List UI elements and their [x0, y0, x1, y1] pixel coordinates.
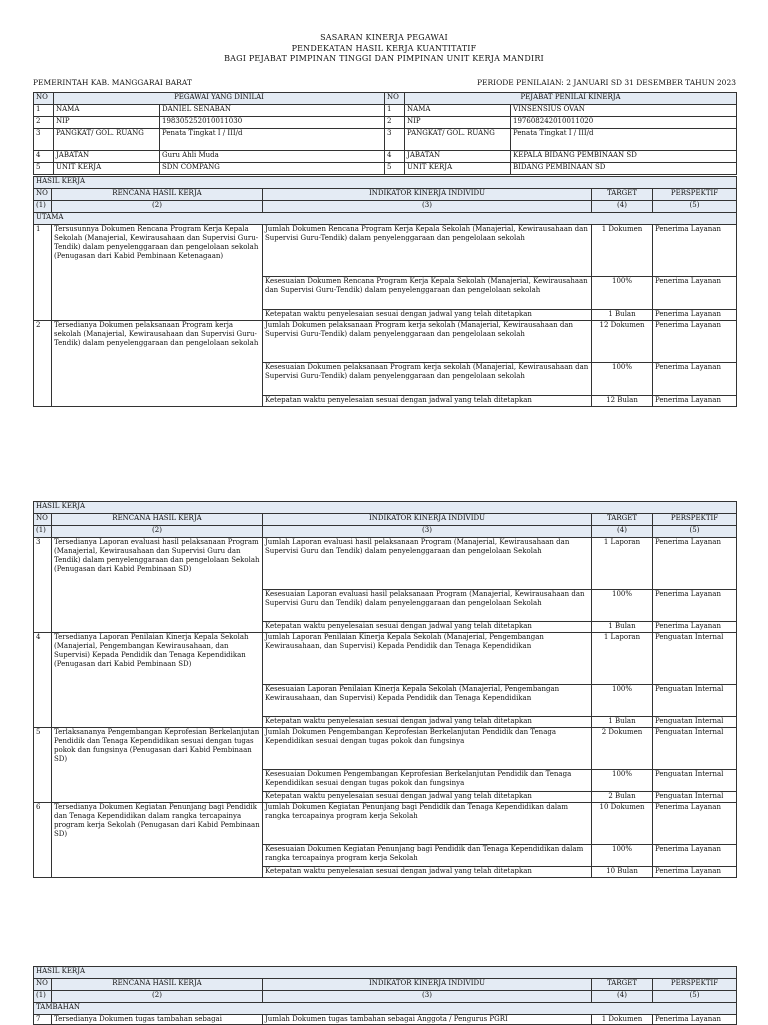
row-value: 198305252010011030: [160, 117, 385, 129]
item-rhk: Tersedianya Dokumen pelaksanaan Program kerja sekolah (Manajerial, Kewirausahaan dan Supervisi Guru-Tendik) dalam penyelenggaraan dan pengelolaan sekolah: [52, 321, 263, 407]
indicator-target: 10 Dokumen: [592, 803, 653, 845]
indicator-target: 100%: [592, 770, 653, 792]
col-num: (4): [592, 201, 653, 213]
item-rhk: Tersedianya Laporan evaluasi hasil pelaksanaan Program (Manajerial, Kewirausahaan dan Supervisi Guru dan Tendik) dalam penyelenggaraan dan pengelolaan Sekolah (Penugasan dari Kabid Pembinaan SD): [52, 538, 263, 633]
col-perspektif: PERSPEKTIF: [653, 979, 737, 991]
col-no: NO: [34, 189, 52, 201]
indicator-perspektif: Penerima Layanan: [653, 225, 737, 277]
hasil-kerja-table-2: [33, 501, 737, 878]
col-no: NO: [34, 514, 52, 526]
periode-label: PERIODE PENILAIAN: 2 JANUARI SD 31 DESEMBER TAHUN 2023: [477, 78, 736, 87]
row-label: UNIT KERJA: [405, 163, 511, 175]
col-num: (4): [592, 991, 653, 1003]
penilai-header: PEJABAT PENILAI KINERJA: [405, 93, 737, 105]
col-num: (1): [34, 526, 52, 538]
pegawai-dinilai-header: PEGAWAI YANG DINILAI: [54, 93, 385, 105]
indicator-target: 2 Bulan: [592, 792, 653, 803]
indicator-perspektif: Penerima Layanan: [653, 590, 737, 622]
pegawai-table: [33, 92, 737, 175]
indicator-perspektif: Penerima Layanan: [653, 538, 737, 590]
hasil-kerja-table-3: [33, 966, 737, 1025]
hasil-kerja-table-1: [33, 176, 737, 407]
table-row: [34, 633, 737, 685]
no-header: NO: [34, 93, 54, 105]
hasil-kerja-label: HASIL KERJA: [34, 967, 737, 979]
row-label: JABATAN: [405, 151, 511, 163]
indicator-perspektif: Penerima Layanan: [653, 396, 737, 407]
indicator-target: 100%: [592, 363, 653, 396]
col-num: (2): [52, 991, 263, 1003]
indicator-target: 100%: [592, 685, 653, 717]
row-value: BIDANG PEMBINAAN SD: [511, 163, 737, 175]
row-value: Guru Ahli Muda: [160, 151, 385, 163]
indicator-perspektif: Penerima Layanan: [653, 845, 737, 867]
col-perspektif: PERSPEKTIF: [653, 514, 737, 526]
col-num: (3): [263, 526, 592, 538]
col-num: (5): [653, 991, 737, 1003]
col-num: (2): [52, 201, 263, 213]
item-no: 3: [34, 538, 52, 633]
indicator-perspektif: Penerima Layanan: [653, 310, 737, 321]
indicator-target: 1 Bulan: [592, 622, 653, 633]
indicator-target: 1 Bulan: [592, 310, 653, 321]
row-label: JABATAN: [54, 151, 160, 163]
indicator-text: Ketepatan waktu penyelesaian sesuai dengan jadwal yang telah ditetapkan: [263, 310, 592, 321]
indicator-target: 1 Laporan: [592, 633, 653, 685]
indicator-target: 12 Bulan: [592, 396, 653, 407]
indicator-text: Ketepatan waktu penyelesaian sesuai dengan jadwal yang telah ditetapkan: [263, 396, 592, 407]
indicator-text: Kesesuaian Laporan evaluasi hasil pelaksanaan Program (Manajerial, Kewirausahaan dan Supervisi Guru dan Tendik) dalam penyelenggaraan dan pengelolaan Sekolah: [263, 590, 592, 622]
col-iki: INDIKATOR KINERJA INDIVIDU: [263, 979, 592, 991]
indicator-text: Ketepatan waktu penyelesaian sesuai dengan jadwal yang telah ditetapkan: [263, 622, 592, 633]
indicator-text: Jumlah Laporan evaluasi hasil pelaksanaan Program (Manajerial, Kewirausahaan dan Supervisi Guru dan Tendik) dalam penyelenggaraan dan pengelolaan Sekolah: [263, 538, 592, 590]
no-header: NO: [385, 93, 405, 105]
row-label: NAMA: [54, 105, 160, 117]
tambahan-label: TAMBAHAN: [34, 1003, 737, 1015]
row-no: 3: [385, 129, 405, 151]
col-perspektif: PERSPEKTIF: [653, 189, 737, 201]
col-target: TARGET: [592, 979, 653, 991]
pemerintah-label: PEMERINTAH KAB. MANGGARAI BARAT: [33, 78, 192, 87]
indicator-perspektif: Penguatan Internal: [653, 728, 737, 770]
indicator-text: Jumlah Dokumen pelaksanaan Program kerja sekolah (Manajerial, Kewirausahaan dan Supervisi Guru-Tendik) dalam penyelenggaraan dan pengelolaan sekolah: [263, 321, 592, 363]
indicator-text: Kesesuaian Dokumen Pengembangan Keprofesian Berkelanjutan Pendidik dan Tenaga Kependidikan sesuai dengan tugas pokok dan fungsinya: [263, 770, 592, 792]
col-num: (5): [653, 201, 737, 213]
indicator-target: 1 Dokumen: [592, 1015, 653, 1025]
row-label: UNIT KERJA: [54, 163, 160, 175]
row-no: 1: [385, 105, 405, 117]
indicator-perspektif: Penerima Layanan: [653, 277, 737, 310]
col-num: (1): [34, 201, 52, 213]
indicator-target: 2 Dokumen: [592, 728, 653, 770]
item-rhk: Tersusunnya Dokumen Rencana Program Kerja Kepala Sekolah (Manajerial, Kewirausahaan dan Supervisi Guru-Tendik) dalam penyelenggaraan dan pengelolaan sekolah (Penugasan dari Kabid Pembinaan Ketenagaan): [52, 225, 263, 321]
col-no: NO: [34, 979, 52, 991]
item-no: 2: [34, 321, 52, 407]
item-no: 7: [34, 1015, 52, 1025]
table-row: [34, 321, 737, 363]
indicator-perspektif: Penguatan Internal: [653, 633, 737, 685]
indicator-perspektif: Penerima Layanan: [653, 622, 737, 633]
indicator-target: 100%: [592, 845, 653, 867]
item-rhk: Terlaksananya Pengembangan Keprofesian Berkelanjutan Pendidik dan Tenaga Kependidikan sesuai dengan tugas pokok dan fungsinya (Penugasan dari Kabid Pembinaan SD): [52, 728, 263, 803]
hasil-kerja-label: HASIL KERJA: [34, 502, 737, 514]
indicator-target: 12 Dokumen: [592, 321, 653, 363]
table-row: [34, 538, 737, 590]
row-no: 4: [34, 151, 54, 163]
utama-label: UTAMA: [34, 213, 737, 225]
indicator-perspektif: Penerima Layanan: [653, 867, 737, 878]
indicator-text: Kesesuaian Dokumen pelaksanaan Program kerja sekolah (Manajerial, Kewirausahaan dan Supervisi Guru-Tendik) dalam penyelenggaraan dan pengelolaan sekolah: [263, 363, 592, 396]
col-rhk: RENCANA HASIL KERJA: [52, 979, 263, 991]
row-value: DANIEL SENABAN: [160, 105, 385, 117]
indicator-text: Ketepatan waktu penyelesaian sesuai dengan jadwal yang telah ditetapkan: [263, 792, 592, 803]
indicator-text: Kesesuaian Laporan Penilaian Kinerja Kepala Sekolah (Manajerial, Pengembangan Kewirausahaan, dan Supervisi) Kepada Pendidik dan Tenaga Kependidikan: [263, 685, 592, 717]
doc-title-line3: BAGI PEJABAT PIMPINAN TINGGI DAN PIMPINAN UNIT KERJA MANDIRI: [224, 54, 544, 63]
document-header: [0, 33, 768, 65]
table-row: [34, 803, 737, 845]
item-rhk: Tersedianya Dokumen tugas tambahan sebagai: [52, 1015, 263, 1025]
item-rhk: Tersedianya Laporan Penilaian Kinerja Kepala Sekolah (Manajerial, Pengembangan Kewirausahaan, dan Supervisi) Kepada Pendidik dan Tenaga Kependidikan (Penugasan dari Kabid Pembinaan SD): [52, 633, 263, 728]
indicator-target: 10 Bulan: [592, 867, 653, 878]
row-value: VINSENSIUS OVAN: [511, 105, 737, 117]
row-no: 4: [385, 151, 405, 163]
indicator-perspektif: Penerima Layanan: [653, 321, 737, 363]
row-label: PANGKAT/ GOL. RUANG: [405, 129, 511, 151]
indicator-perspektif: Penguatan Internal: [653, 770, 737, 792]
indicator-perspektif: Penguatan Internal: [653, 717, 737, 728]
row-no: 1: [34, 105, 54, 117]
indicator-perspektif: Penerima Layanan: [653, 1015, 737, 1025]
indicator-target: 1 Laporan: [592, 538, 653, 590]
col-num: (5): [653, 526, 737, 538]
row-value: Penata Tingkat I / III/d: [511, 129, 737, 151]
indicator-perspektif: Penguatan Internal: [653, 792, 737, 803]
row-no: 3: [34, 129, 54, 151]
indicator-text: Jumlah Dokumen Kegiatan Penunjang bagi Pendidik dan Tenaga Kependidikan dalam rangka tercapainya program kerja Sekolah: [263, 803, 592, 845]
item-rhk: Tersedianya Dokumen Kegiatan Penunjang bagi Pendidik dan Tenaga Kependidikan dalam rangka tercapainya program kerja Sekolah (Penugasan dari Kabid Pembinaan SD): [52, 803, 263, 878]
indicator-text: Ketepatan waktu penyelesaian sesuai dengan jadwal yang telah ditetapkan: [263, 717, 592, 728]
col-rhk: RENCANA HASIL KERJA: [52, 514, 263, 526]
item-no: 5: [34, 728, 52, 803]
indicator-text: Ketepatan waktu penyelesaian sesuai dengan jadwal yang telah ditetapkan: [263, 867, 592, 878]
col-num: (2): [52, 526, 263, 538]
indicator-text: Kesesuaian Dokumen Kegiatan Penunjang bagi Pendidik dan Tenaga Kependidikan dalam rangka tercapainya program kerja Sekolah: [263, 845, 592, 867]
indicator-text: Jumlah Dokumen tugas tambahan sebagai Anggota / Pengurus PGRI: [263, 1015, 592, 1025]
row-no: 2: [385, 117, 405, 129]
table-row: [34, 728, 737, 770]
hasil-kerja-label: HASIL KERJA: [34, 177, 737, 189]
indicator-perspektif: Penerima Layanan: [653, 803, 737, 845]
col-num: (4): [592, 526, 653, 538]
item-no: 1: [34, 225, 52, 321]
row-no: 5: [385, 163, 405, 175]
table-row: [34, 225, 737, 277]
indicator-text: Jumlah Dokumen Pengembangan Keprofesian Berkelanjutan Pendidik dan Tenaga Kependidikan sesuai dengan tugas pokok dan fungsinya: [263, 728, 592, 770]
indicator-target: 1 Bulan: [592, 717, 653, 728]
row-label: PANGKAT/ GOL. RUANG: [54, 129, 160, 151]
row-no: 5: [34, 163, 54, 175]
indicator-text: Jumlah Laporan Penilaian Kinerja Kepala Sekolah (Manajerial, Pengembangan Kewirausahaan, dan Supervisi) Kepada Pendidik dan Tenaga Kependidikan: [263, 633, 592, 685]
col-iki: INDIKATOR KINERJA INDIVIDU: [263, 189, 592, 201]
indicator-target: 100%: [592, 590, 653, 622]
row-label: NIP: [54, 117, 160, 129]
row-label: NIP: [405, 117, 511, 129]
indicator-text: Kesesuaian Dokumen Rencana Program Kerja Kepala Sekolah (Manajerial, Kewirausahaan dan Supervisi Guru-Tendik) dalam penyelenggaraan dan pengelolaan sekolah: [263, 277, 592, 310]
col-target: TARGET: [592, 514, 653, 526]
table-row: [34, 1015, 737, 1025]
col-rhk: RENCANA HASIL KERJA: [52, 189, 263, 201]
info-line: [33, 78, 736, 87]
indicator-perspektif: Penguatan Internal: [653, 685, 737, 717]
item-no: 6: [34, 803, 52, 878]
indicator-target: 1 Dokumen: [592, 225, 653, 277]
row-no: 2: [34, 117, 54, 129]
col-num: (3): [263, 991, 592, 1003]
indicator-target: 100%: [592, 277, 653, 310]
col-target: TARGET: [592, 189, 653, 201]
col-num: (1): [34, 991, 52, 1003]
row-label: NAMA: [405, 105, 511, 117]
row-value: KEPALA BIDANG PEMBINAAN SD: [511, 151, 737, 163]
row-value: 197608242010011020: [511, 117, 737, 129]
doc-title-line2: PENDEKATAN HASIL KERJA KUANTITATIF: [291, 43, 477, 53]
indicator-perspektif: Penerima Layanan: [653, 363, 737, 396]
col-iki: INDIKATOR KINERJA INDIVIDU: [263, 514, 592, 526]
row-value: SDN COMPANG: [160, 163, 385, 175]
col-num: (3): [263, 201, 592, 213]
row-value: Penata Tingkat I / III/d: [160, 129, 385, 151]
doc-title-line1: SASARAN KINERJA PEGAWAI: [320, 33, 448, 42]
indicator-text: Jumlah Dokumen Rencana Program Kerja Kepala Sekolah (Manajerial, Kewirausahaan dan Supervisi Guru-Tendik) dalam penyelenggaraan dan pengelolaan sekolah: [263, 225, 592, 277]
item-no: 4: [34, 633, 52, 728]
